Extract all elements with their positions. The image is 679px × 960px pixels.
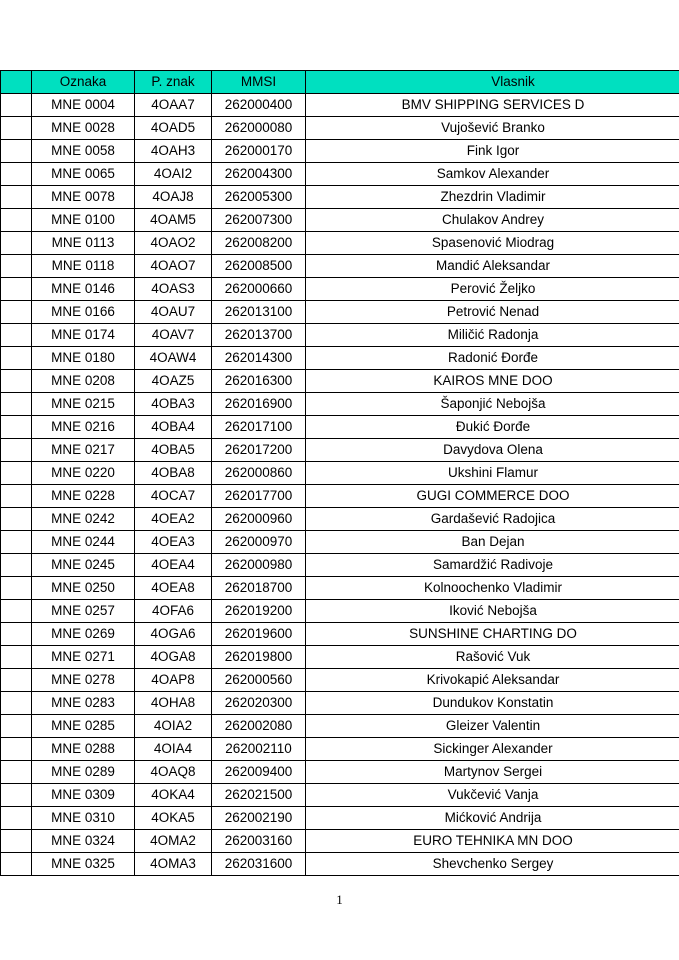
mmsi-cell: 262019600 xyxy=(212,623,306,646)
vlasnik-cell xyxy=(306,462,679,485)
oznaka-cell: MNE 0028 xyxy=(32,117,135,140)
pozivni-znak-cell: 4OKA4 xyxy=(135,784,212,807)
row-index-cell xyxy=(1,485,32,508)
row-index-cell xyxy=(1,715,32,738)
table-row xyxy=(1,600,679,623)
mmsi-cell: 262031600 xyxy=(212,853,306,876)
pozivni-znak-cell: 4OFA6 xyxy=(135,600,212,623)
vlasnik-cell xyxy=(306,416,679,439)
row-index-cell xyxy=(1,301,32,324)
table-row xyxy=(1,163,679,186)
vlasnik-text: Vukčević Vanja xyxy=(447,787,539,802)
vlasnik-cell xyxy=(306,577,679,600)
row-index-cell xyxy=(1,232,32,255)
vlasnik-cell xyxy=(306,738,679,761)
pozivni-znak-cell: 4OMA2 xyxy=(135,830,212,853)
table-row xyxy=(1,347,679,370)
row-index-cell xyxy=(1,255,32,278)
table-row xyxy=(1,439,679,462)
pozivni-znak-cell: 4OEA4 xyxy=(135,554,212,577)
row-index-cell xyxy=(1,462,32,485)
oznaka-cell: MNE 0078 xyxy=(32,186,135,209)
vlasnik-cell xyxy=(306,94,679,117)
oznaka-cell: MNE 0288 xyxy=(32,738,135,761)
row-index-cell xyxy=(1,347,32,370)
oznaka-cell: MNE 0245 xyxy=(32,554,135,577)
vlasnik-text: Martynov Sergei xyxy=(443,764,543,779)
vlasnik-cell xyxy=(306,393,679,416)
vlasnik-text: SUNSHINE CHARTING DO xyxy=(409,626,577,641)
pozivni-znak-cell: 4OAO7 xyxy=(135,255,212,278)
row-index-cell xyxy=(1,807,32,830)
table-row xyxy=(1,301,679,324)
pozivni-znak-cell: 4OEA3 xyxy=(135,531,212,554)
row-index-cell xyxy=(1,439,32,462)
oznaka-cell: MNE 0324 xyxy=(32,830,135,853)
row-index-cell xyxy=(1,117,32,140)
pozivni-znak-cell: 4OGA8 xyxy=(135,646,212,669)
vlasnik-cell xyxy=(306,669,679,692)
mmsi-cell: 262005300 xyxy=(212,186,306,209)
mmsi-cell: 262004300 xyxy=(212,163,306,186)
mmsi-cell: 262000170 xyxy=(212,140,306,163)
vlasnik-text: KAIROS MNE DOO xyxy=(433,373,553,388)
row-index-cell xyxy=(1,692,32,715)
oznaka-cell: MNE 0269 xyxy=(32,623,135,646)
table-row xyxy=(1,692,679,715)
table-row xyxy=(1,577,679,600)
vlasnik-cell xyxy=(306,715,679,738)
table-row xyxy=(1,94,679,117)
oznaka-cell: MNE 0271 xyxy=(32,646,135,669)
oznaka-cell: MNE 0004 xyxy=(32,94,135,117)
oznaka-cell: MNE 0146 xyxy=(32,278,135,301)
row-index-cell xyxy=(1,94,32,117)
vlasnik-text: Perović Željko xyxy=(450,281,536,296)
vlasnik-cell xyxy=(306,186,679,209)
row-index-cell xyxy=(1,669,32,692)
oznaka-cell: MNE 0166 xyxy=(32,301,135,324)
vlasnik-cell xyxy=(306,692,679,715)
oznaka-cell: MNE 0309 xyxy=(32,784,135,807)
vlasnik-text: Davydova Olena xyxy=(443,442,543,457)
oznaka-cell: MNE 0215 xyxy=(32,393,135,416)
row-index-cell xyxy=(1,577,32,600)
oznaka-cell: MNE 0118 xyxy=(32,255,135,278)
oznaka-cell: MNE 0242 xyxy=(32,508,135,531)
table-row xyxy=(1,278,679,301)
column-header-oznaka: Oznaka xyxy=(32,71,135,94)
row-index-cell xyxy=(1,646,32,669)
table-row xyxy=(1,554,679,577)
mmsi-cell: 262000970 xyxy=(212,531,306,554)
vlasnik-text: Radonić Đorđe xyxy=(447,350,539,365)
row-index-cell xyxy=(1,554,32,577)
pozivni-znak-cell: 4OAV7 xyxy=(135,324,212,347)
page-number: 1 xyxy=(336,892,343,907)
mmsi-cell: 262008500 xyxy=(212,255,306,278)
vlasnik-text: Spasenović Miodrag xyxy=(431,235,555,250)
table-header-row xyxy=(1,71,679,94)
vlasnik-text: Shevchenko Sergey xyxy=(432,856,554,871)
oznaka-cell: MNE 0325 xyxy=(32,853,135,876)
vlasnik-cell xyxy=(306,324,679,347)
vlasnik-text: Sickinger Alexander xyxy=(433,741,553,756)
vlasnik-cell xyxy=(306,370,679,393)
mmsi-cell: 262000560 xyxy=(212,669,306,692)
column-header-mmsi: MMSI xyxy=(212,71,306,94)
table-row xyxy=(1,646,679,669)
vlasnik-text: Petrović Nenad xyxy=(446,304,540,319)
table-body xyxy=(1,94,679,876)
vlasnik-cell xyxy=(306,853,679,876)
row-index-cell xyxy=(1,163,32,186)
vlasnik-cell xyxy=(306,807,679,830)
oznaka-cell: MNE 0310 xyxy=(32,807,135,830)
vlasnik-text: Krivokapić Aleksandar xyxy=(426,672,560,687)
oznaka-cell: MNE 0180 xyxy=(32,347,135,370)
pozivni-znak-cell: 4OIA4 xyxy=(135,738,212,761)
table-row xyxy=(1,140,679,163)
oznaka-cell: MNE 0058 xyxy=(32,140,135,163)
row-index-cell xyxy=(1,324,32,347)
vlasnik-text: Mandić Aleksandar xyxy=(435,258,551,273)
pozivni-znak-cell: 4OAJ8 xyxy=(135,186,212,209)
pozivni-znak-cell: 4OBA3 xyxy=(135,393,212,416)
oznaka-cell: MNE 0285 xyxy=(32,715,135,738)
vessel-registry-table xyxy=(0,70,679,876)
pozivni-znak-cell: 4OEA2 xyxy=(135,508,212,531)
mmsi-cell: 262014300 xyxy=(212,347,306,370)
table-row xyxy=(1,669,679,692)
mmsi-cell: 262017100 xyxy=(212,416,306,439)
vlasnik-text: Ukshini Flamur xyxy=(447,465,539,480)
mmsi-cell: 262020300 xyxy=(212,692,306,715)
pozivni-znak-cell: 4OAQ8 xyxy=(135,761,212,784)
row-index-cell xyxy=(1,784,32,807)
column-header-vlasnik: Vlasnik xyxy=(306,71,679,94)
mmsi-cell: 262002080 xyxy=(212,715,306,738)
oznaka-cell: MNE 0228 xyxy=(32,485,135,508)
table-row xyxy=(1,370,679,393)
oznaka-cell: MNE 0065 xyxy=(32,163,135,186)
oznaka-cell: MNE 0113 xyxy=(32,232,135,255)
vlasnik-text: EURO TEHNIKA MN DOO xyxy=(413,833,573,848)
oznaka-cell: MNE 0220 xyxy=(32,462,135,485)
oznaka-cell: MNE 0208 xyxy=(32,370,135,393)
table-row xyxy=(1,623,679,646)
vessel-registry-table-wrapper xyxy=(0,70,679,876)
vlasnik-text: Mićković Andrija xyxy=(444,810,542,825)
vlasnik-text: Kolnoochenko Vladimir xyxy=(423,580,563,595)
table-row xyxy=(1,462,679,485)
vlasnik-cell xyxy=(306,508,679,531)
vlasnik-text: Ban Dejan xyxy=(461,534,525,549)
mmsi-cell: 262007300 xyxy=(212,209,306,232)
mmsi-cell: 262018700 xyxy=(212,577,306,600)
vlasnik-text: Miličić Radonja xyxy=(447,327,539,342)
vlasnik-cell xyxy=(306,209,679,232)
vlasnik-text: Fink Igor xyxy=(466,143,520,158)
vlasnik-text: BMV SHIPPING SERVICES D xyxy=(401,97,585,112)
oznaka-cell: MNE 0216 xyxy=(32,416,135,439)
mmsi-cell: 262000860 xyxy=(212,462,306,485)
table-row xyxy=(1,784,679,807)
row-index-cell xyxy=(1,830,32,853)
vlasnik-cell xyxy=(306,301,679,324)
mmsi-cell: 262000660 xyxy=(212,278,306,301)
pozivni-znak-cell: 4OBA4 xyxy=(135,416,212,439)
row-index-cell xyxy=(1,531,32,554)
vlasnik-cell xyxy=(306,531,679,554)
vlasnik-cell xyxy=(306,830,679,853)
pozivni-znak-cell: 4OAW4 xyxy=(135,347,212,370)
table-row xyxy=(1,761,679,784)
mmsi-cell: 262008200 xyxy=(212,232,306,255)
vlasnik-cell xyxy=(306,600,679,623)
vlasnik-text: Samardžić Radivoje xyxy=(432,557,554,572)
mmsi-cell: 262017700 xyxy=(212,485,306,508)
vlasnik-cell xyxy=(306,255,679,278)
pozivni-znak-cell: 4OIA2 xyxy=(135,715,212,738)
pozivni-znak-cell: 4OAO2 xyxy=(135,232,212,255)
mmsi-cell: 262016300 xyxy=(212,370,306,393)
row-index-cell xyxy=(1,393,32,416)
pozivni-znak-cell: 4OAA7 xyxy=(135,94,212,117)
vlasnik-text: Chulakov Andrey xyxy=(441,212,545,227)
vlasnik-text: GUGI COMMERCE DOO xyxy=(416,488,570,503)
row-index-cell xyxy=(1,140,32,163)
vlasnik-text: Šaponjić Nebojša xyxy=(440,396,546,411)
table-row xyxy=(1,508,679,531)
oznaka-cell: MNE 0250 xyxy=(32,577,135,600)
oznaka-cell: MNE 0217 xyxy=(32,439,135,462)
table-row xyxy=(1,738,679,761)
table-row xyxy=(1,117,679,140)
mmsi-cell: 262000980 xyxy=(212,554,306,577)
vlasnik-cell xyxy=(306,347,679,370)
pozivni-znak-cell: 4OAZ5 xyxy=(135,370,212,393)
vlasnik-cell xyxy=(306,278,679,301)
oznaka-cell: MNE 0244 xyxy=(32,531,135,554)
column-header-pozivni-znak: P. znak xyxy=(135,71,212,94)
table-row xyxy=(1,715,679,738)
mmsi-cell: 262019200 xyxy=(212,600,306,623)
vlasnik-cell xyxy=(306,117,679,140)
mmsi-cell: 262000960 xyxy=(212,508,306,531)
oznaka-cell: MNE 0283 xyxy=(32,692,135,715)
pozivni-znak-cell: 4OAS3 xyxy=(135,278,212,301)
table-row xyxy=(1,807,679,830)
oznaka-cell: MNE 0289 xyxy=(32,761,135,784)
row-index-cell xyxy=(1,508,32,531)
mmsi-cell: 262009400 xyxy=(212,761,306,784)
mmsi-cell: 262002110 xyxy=(212,738,306,761)
vlasnik-text: Đukić Đorđe xyxy=(455,419,531,434)
vlasnik-cell xyxy=(306,646,679,669)
vlasnik-cell xyxy=(306,163,679,186)
mmsi-cell: 262003160 xyxy=(212,830,306,853)
mmsi-cell: 262021500 xyxy=(212,784,306,807)
vlasnik-cell xyxy=(306,439,679,462)
table-row xyxy=(1,531,679,554)
row-index-cell xyxy=(1,278,32,301)
table-row xyxy=(1,393,679,416)
table-row xyxy=(1,853,679,876)
mmsi-cell: 262000080 xyxy=(212,117,306,140)
oznaka-cell: MNE 0278 xyxy=(32,669,135,692)
oznaka-cell: MNE 0174 xyxy=(32,324,135,347)
vlasnik-cell xyxy=(306,761,679,784)
vlasnik-cell xyxy=(306,623,679,646)
pozivni-znak-cell: 4OAP8 xyxy=(135,669,212,692)
pozivni-znak-cell: 4OAM5 xyxy=(135,209,212,232)
vlasnik-cell xyxy=(306,554,679,577)
row-index-cell xyxy=(1,370,32,393)
row-index-cell xyxy=(1,853,32,876)
table-row xyxy=(1,186,679,209)
vlasnik-cell xyxy=(306,140,679,163)
vlasnik-text: Dundukov Konstatin xyxy=(432,695,554,710)
row-index-cell xyxy=(1,416,32,439)
pozivni-znak-cell: 4OBA8 xyxy=(135,462,212,485)
table-row xyxy=(1,255,679,278)
mmsi-cell: 262016900 xyxy=(212,393,306,416)
pozivni-znak-cell: 4OHA8 xyxy=(135,692,212,715)
table-row xyxy=(1,209,679,232)
row-index-cell xyxy=(1,600,32,623)
table-row xyxy=(1,485,679,508)
mmsi-cell: 262013700 xyxy=(212,324,306,347)
pozivni-znak-cell: 4OGA6 xyxy=(135,623,212,646)
vlasnik-cell xyxy=(306,485,679,508)
pozivni-znak-cell: 4OAD5 xyxy=(135,117,212,140)
mmsi-cell: 262013100 xyxy=(212,301,306,324)
pozivni-znak-cell: 4OCA7 xyxy=(135,485,212,508)
row-index-cell xyxy=(1,186,32,209)
vlasnik-text: Vujošević Branko xyxy=(441,120,545,135)
row-index-cell xyxy=(1,738,32,761)
mmsi-cell: 262017200 xyxy=(212,439,306,462)
row-index-cell xyxy=(1,761,32,784)
mmsi-cell: 262019800 xyxy=(212,646,306,669)
vlasnik-cell xyxy=(306,784,679,807)
oznaka-cell: MNE 0100 xyxy=(32,209,135,232)
vlasnik-text: Gleizer Valentin xyxy=(445,718,541,733)
table-row xyxy=(1,830,679,853)
row-index-cell xyxy=(1,623,32,646)
pozivni-znak-cell: 4OKA5 xyxy=(135,807,212,830)
vlasnik-text: Iković Nebojša xyxy=(449,603,537,618)
vlasnik-text: Samkov Alexander xyxy=(436,166,550,181)
pozivni-znak-cell: 4OAI2 xyxy=(135,163,212,186)
table-row xyxy=(1,416,679,439)
vlasnik-text: Rašović Vuk xyxy=(455,649,531,664)
vlasnik-cell xyxy=(306,232,679,255)
pozivni-znak-cell: 4OAU7 xyxy=(135,301,212,324)
vlasnik-text: Zhezdrin Vladimir xyxy=(440,189,546,204)
oznaka-cell: MNE 0257 xyxy=(32,600,135,623)
table-row xyxy=(1,324,679,347)
pozivni-znak-cell: 4OMA3 xyxy=(135,853,212,876)
pozivni-znak-cell: 4OBA5 xyxy=(135,439,212,462)
pozivni-znak-cell: 4OAH3 xyxy=(135,140,212,163)
column-header-index xyxy=(1,71,32,94)
mmsi-cell: 262002190 xyxy=(212,807,306,830)
table-row xyxy=(1,232,679,255)
pozivni-znak-cell: 4OEA8 xyxy=(135,577,212,600)
mmsi-cell: 262000400 xyxy=(212,94,306,117)
row-index-cell xyxy=(1,209,32,232)
vlasnik-text: Gardašević Radojica xyxy=(430,511,556,526)
